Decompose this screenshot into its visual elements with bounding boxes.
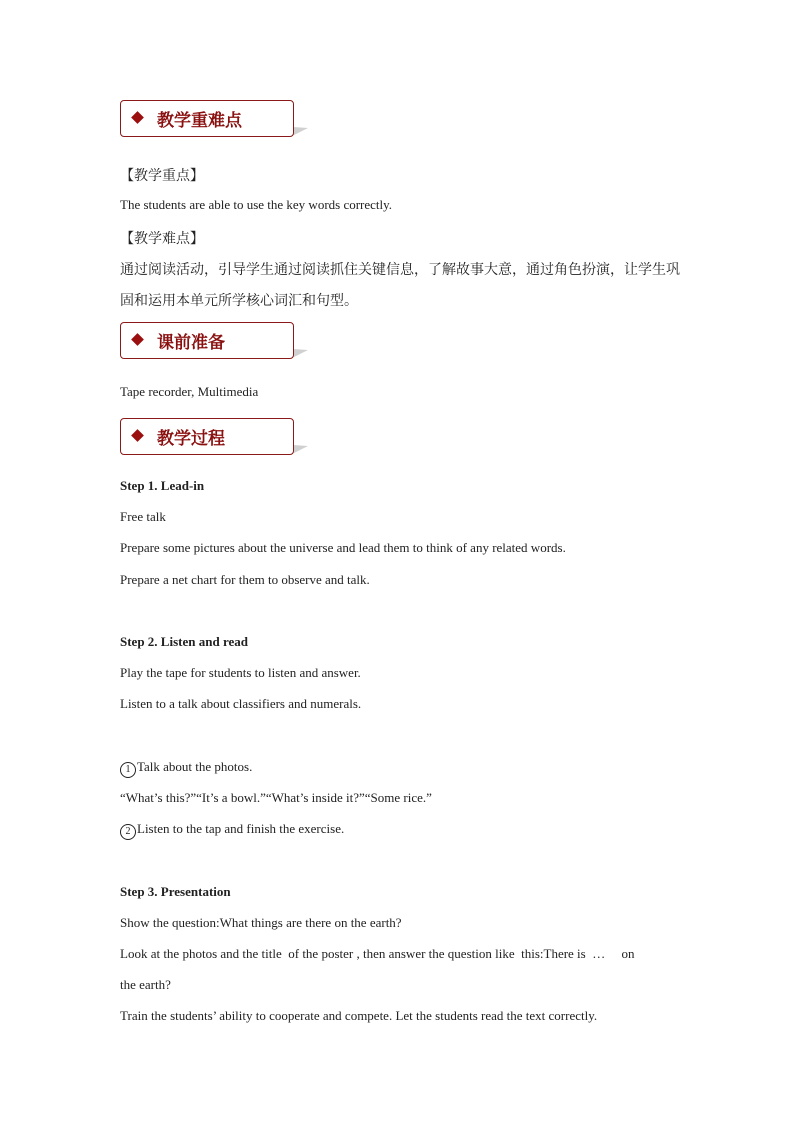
key-points-text: The students are able to use the key words correctly. — [120, 197, 393, 212]
section-header-process — [120, 418, 294, 455]
step2-item-1 — [120, 759, 252, 778]
diamond-icon — [131, 111, 144, 124]
diamond-icon — [131, 429, 144, 442]
circled-number: 1 — [120, 762, 136, 778]
diamond-icon — [131, 333, 144, 346]
item-text: Listen to the tap and finish the exercise. — [137, 821, 345, 836]
section-header-preparation — [120, 322, 294, 359]
step2-title: Step 2. Listen and read — [120, 634, 248, 649]
section-title: 教学过程 — [157, 429, 225, 449]
step3-title: Step 3. Presentation — [120, 884, 231, 899]
step3-line: the earth? — [120, 977, 171, 992]
step2-line: Listen to a talk about classifiers and numerals. — [120, 696, 362, 711]
difficult-points-heading: 【教学难点】 — [120, 231, 204, 247]
step2-dialog: “What’s this?”“It’s a bowl.”“What’s inside it?”“Some rice.” — [120, 790, 432, 805]
step3-line: Show the question:What things are there on the earth? — [120, 915, 402, 930]
item-text: Talk about the photos. — [137, 759, 253, 774]
key-points-heading: 【教学重点】 — [120, 168, 204, 184]
step2-item-2 — [120, 821, 344, 840]
preparation-text: Tape recorder, Multimedia — [120, 384, 259, 399]
section-title: 课前准备 — [157, 333, 225, 353]
step1-line: Prepare some pictures about the universe and lead them to think of any related words. — [120, 540, 566, 555]
section-header-key-points — [120, 100, 294, 137]
difficult-points-line-2: 固和运用本单元所学核心词汇和句型。 — [120, 293, 358, 309]
step1-line: Prepare a net chart for them to observe and talk. — [120, 572, 370, 587]
section-title: 教学重难点 — [157, 111, 242, 131]
difficult-points-line-1: 通过阅读活动，引导学生通过阅读抓住关键信息，了解故事大意，通过角色扮演，让学生巩 — [120, 262, 680, 278]
step2-line: Play the tape for students to listen and answer. — [120, 665, 361, 680]
step1-title: Step 1. Lead-in — [120, 478, 205, 493]
step3-line: Look at the photos and the title of the poster , then answer the question like this:There is … on — [120, 946, 635, 961]
step1-line: Free talk — [120, 509, 166, 524]
circled-number: 2 — [120, 824, 136, 840]
step3-line: Train the students’ ability to cooperate and compete. Let the students read the text correctly. — [120, 1008, 598, 1023]
